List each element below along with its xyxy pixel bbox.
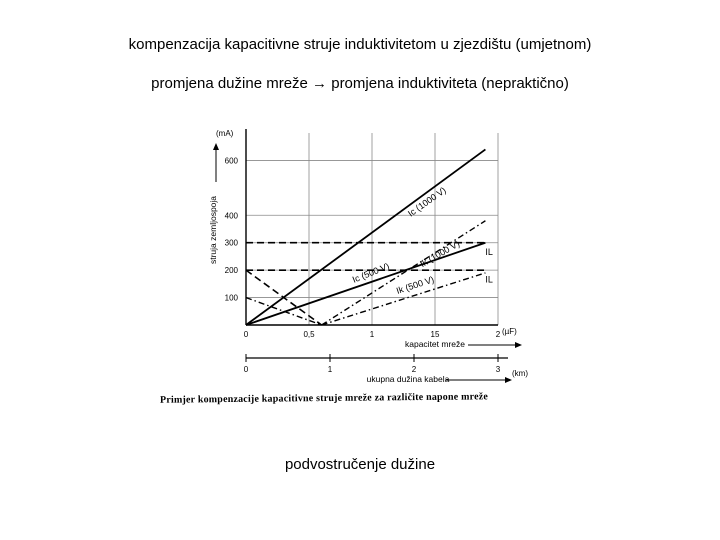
x-tick-label: 15	[430, 330, 440, 339]
y-tick-label: 600	[224, 156, 238, 166]
x-axis-unit: (µF)	[502, 327, 517, 336]
x2-tick-label: 3	[495, 365, 501, 374]
heading-line-1: kompenzacija kapacitivne struje induktivitetom u zjezdištu (umjetnom)	[128, 36, 592, 53]
x2-tick-label: 1	[327, 365, 333, 374]
series-label: Ik (500 V)	[395, 274, 436, 296]
series-label: IL	[485, 274, 493, 285]
chart-labels	[208, 129, 528, 384]
x-axis-label: kapacitet mreže	[405, 339, 465, 349]
series-line	[322, 273, 486, 325]
series-label: Ic (500 V)	[350, 260, 391, 285]
chart-axes	[213, 129, 522, 383]
figure-caption: Primjer kompenzacije kapacitivne struje mreže za različite napone mreže	[159, 391, 489, 406]
y-tick-label: 100	[224, 293, 238, 303]
x2-axis-unit: (km)	[512, 369, 528, 378]
x-tick-label: 0,5	[303, 330, 315, 339]
x-axis-arrow	[515, 342, 522, 348]
bottom-note: podvostručenje dužine	[284, 456, 436, 473]
x-tick-label: 2	[495, 330, 501, 339]
y-tick-label: 300	[224, 238, 238, 248]
series-label: Ic (1000 V)	[406, 185, 448, 219]
series-label: Ik (1000 V)	[418, 238, 462, 270]
series-line	[246, 149, 485, 325]
series-line	[246, 243, 485, 325]
y-tick-label: 200	[224, 266, 238, 276]
x2-axis-label: ukupna dužina kabela	[366, 374, 450, 384]
heading-line-2: promjena dužine mreže → promjena induktiviteta (nepraktično)	[151, 75, 569, 92]
y-axis-label: struja zemljospoja	[208, 195, 218, 265]
x-tick-label: 1	[369, 330, 375, 339]
x2-tick-label: 0	[243, 365, 249, 374]
x2-axis-arrow	[505, 377, 512, 383]
x-tick-label: 0	[243, 330, 249, 339]
series-label: IL	[485, 247, 493, 258]
y-tick-label: 400	[224, 211, 238, 221]
x2-tick-label: 2	[411, 365, 417, 374]
series-line	[322, 221, 486, 325]
chart-series	[246, 149, 485, 325]
y-axis-unit: (mA)	[216, 129, 234, 138]
y-axis-arrow	[213, 143, 219, 150]
